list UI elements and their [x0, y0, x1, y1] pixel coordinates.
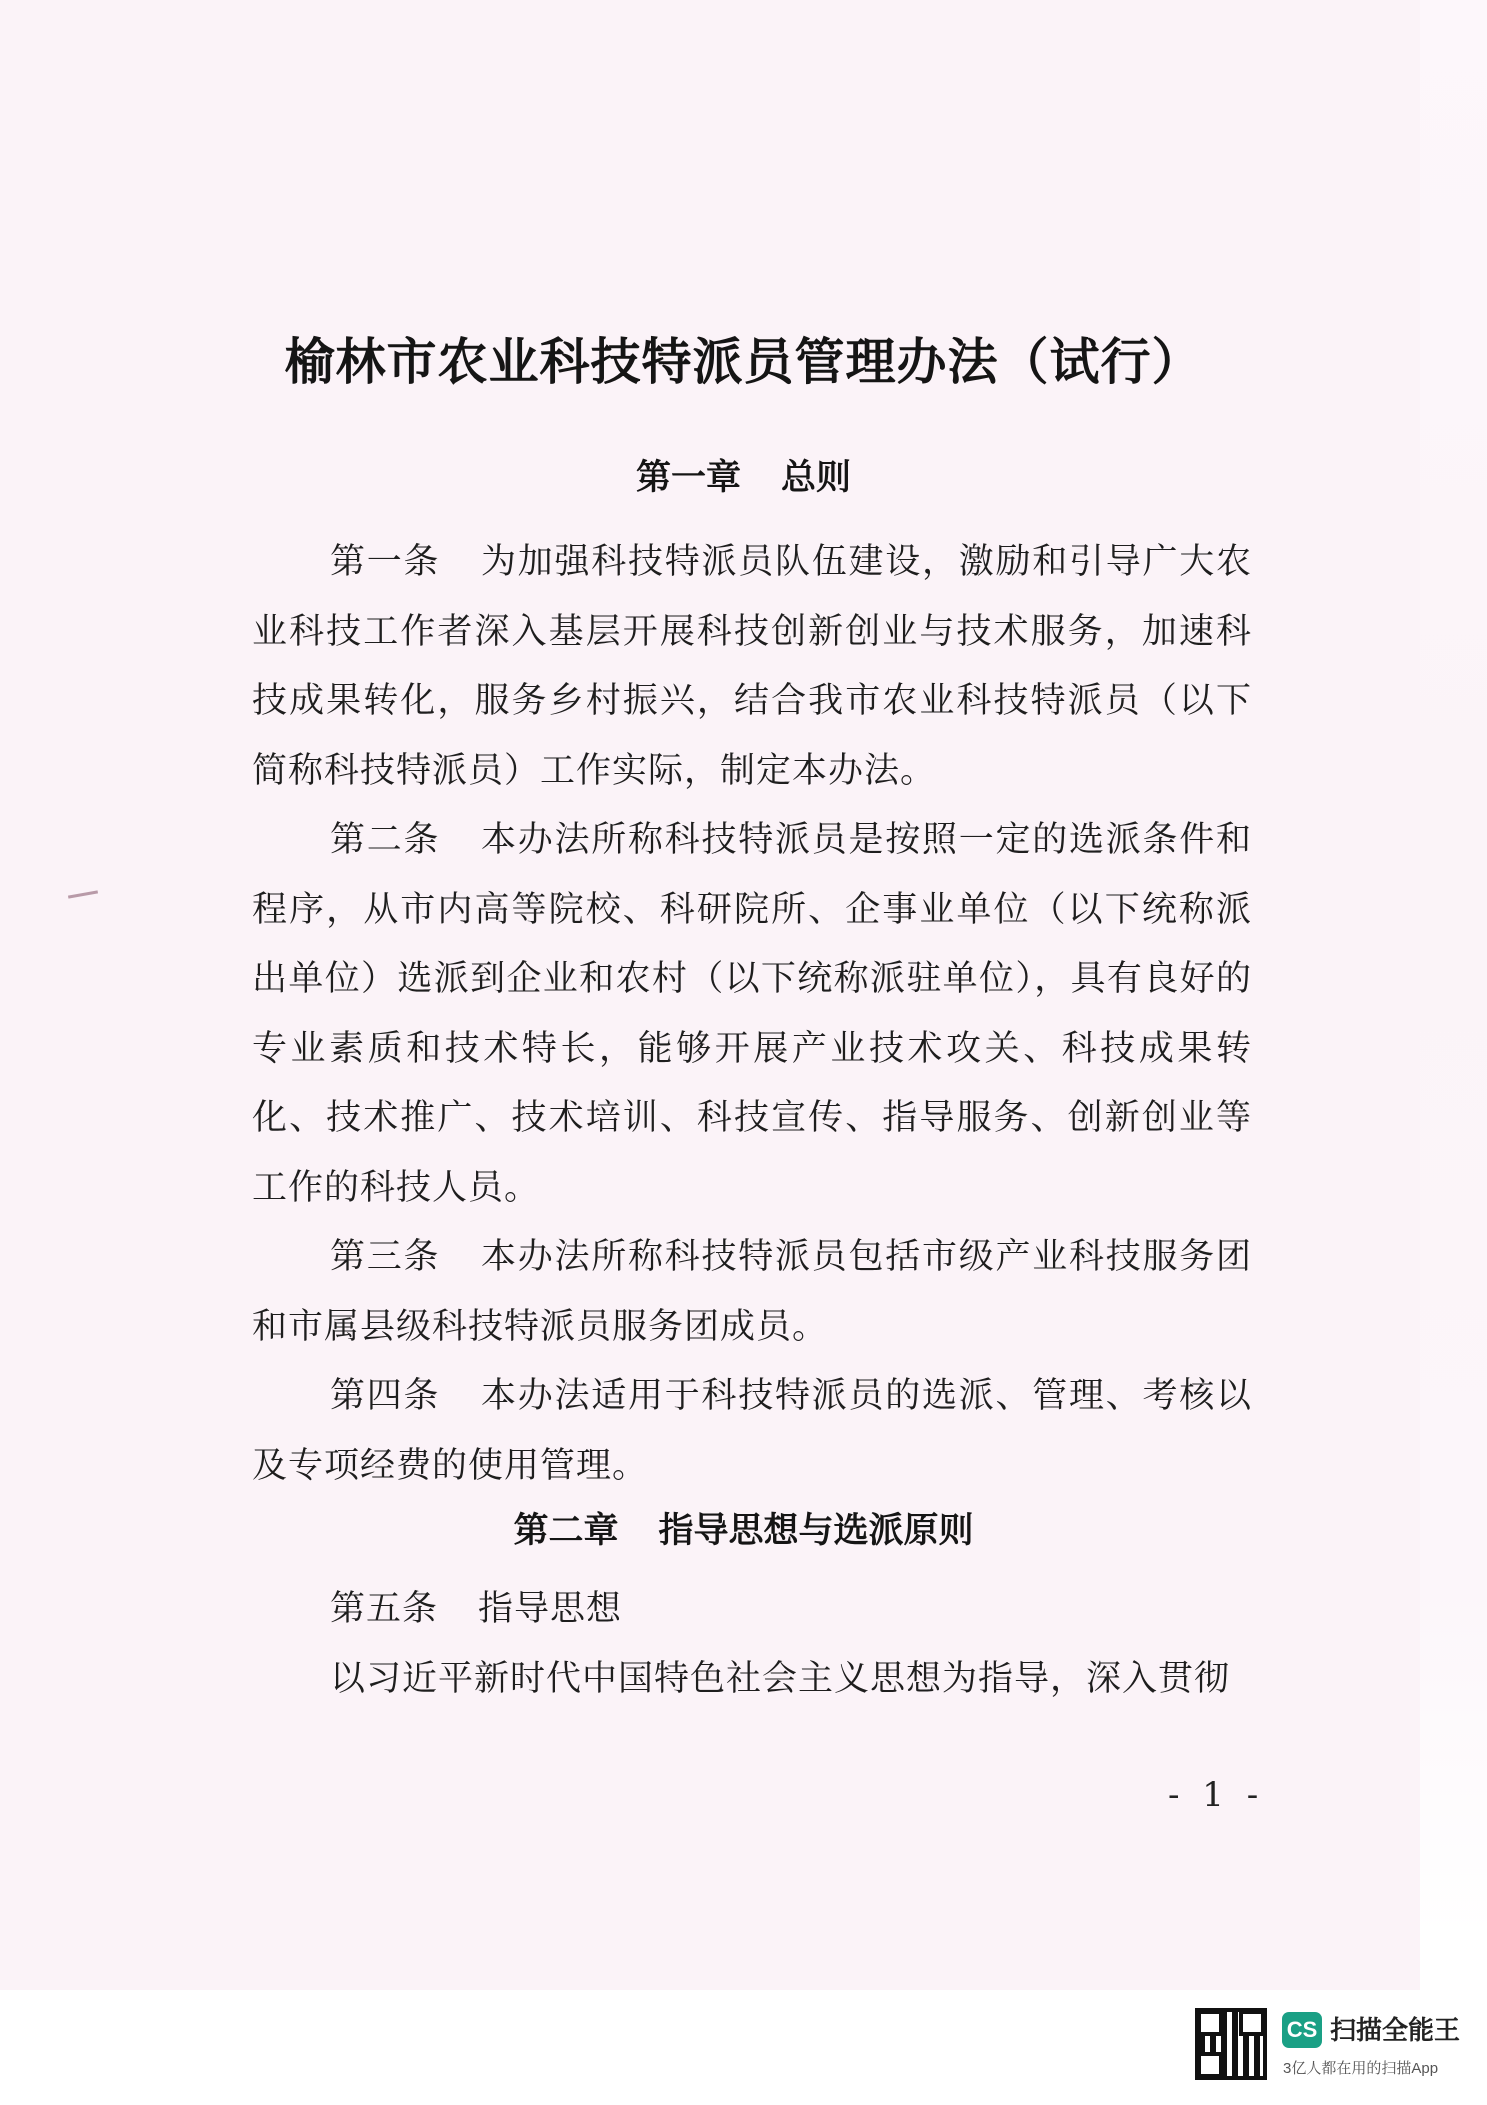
chapter-heading-2	[0, 1503, 1487, 1553]
article-text: 本办法所称科技特派员包括市级产业科技服务团和市属县级科技特派员服务团成员。	[252, 1237, 1252, 1347]
article-text: 本办法所称科技特派员是按照一定的选派条件和程序，从市内高等院校、科研院所、企事业单位（以下统称派出单位）选派到企业和农村（以下统称派驻单位），具有良好的专业素质和技术特长，能够开展产业技术攻关、科技成果转化、技术推广、技术培训、科技宣传、指导服务、创新创业等工作的科技人员。	[252, 820, 1252, 1208]
qr-code-icon	[1195, 2008, 1267, 2080]
article-label: 第四条	[330, 1376, 441, 1416]
article-label: 第三条	[330, 1237, 441, 1277]
article-text: 本办法适用于科技特派员的选派、管理、考核以及专项经费的使用管理。	[252, 1376, 1252, 1486]
page-number: - 1 -	[1168, 1775, 1265, 1815]
article-label: 第五条	[330, 1589, 439, 1629]
chapter-name: 指导思想与选派原则	[658, 1510, 974, 1551]
article-paragraph	[252, 1575, 1252, 1645]
chapter-number: 第二章	[513, 1510, 619, 1551]
article-text: 指导思想	[478, 1589, 623, 1629]
article-paragraph	[252, 528, 1252, 806]
article-paragraph	[252, 1362, 1252, 1501]
chapter-1-body	[252, 528, 1252, 1501]
scanner-app-name: 扫描全能王	[1330, 2015, 1461, 2045]
scanner-app-tagline: 3亿人都在用的扫描App	[1283, 2060, 1439, 2077]
chapter-number: 第一章	[635, 457, 741, 498]
chapter-heading-1	[0, 450, 1487, 500]
article-label: 第一条	[330, 542, 441, 582]
chapter-name: 总则	[781, 457, 852, 498]
scanner-app-logo-icon: CS	[1282, 2012, 1322, 2048]
article-paragraph	[252, 806, 1252, 1223]
chapter-2-body	[252, 1575, 1252, 1714]
article-text: 为加强科技特派员队伍建设，激励和引导广大农业科技工作者深入基层开展科技创新创业与技术服务，加速科技成果转化，服务乡村振兴，结合我市农业科技特派员（以下简称科技特派员）工作实际，制定本办法。	[252, 542, 1252, 791]
document-title: 榆林市农业科技特派员管理办法（试行）	[284, 332, 1203, 391]
article-paragraph	[252, 1223, 1252, 1362]
body-paragraph: 以习近平新时代中国特色社会主义思想为指导，深入贯彻	[330, 1658, 1231, 1699]
article-label: 第二条	[330, 820, 441, 860]
